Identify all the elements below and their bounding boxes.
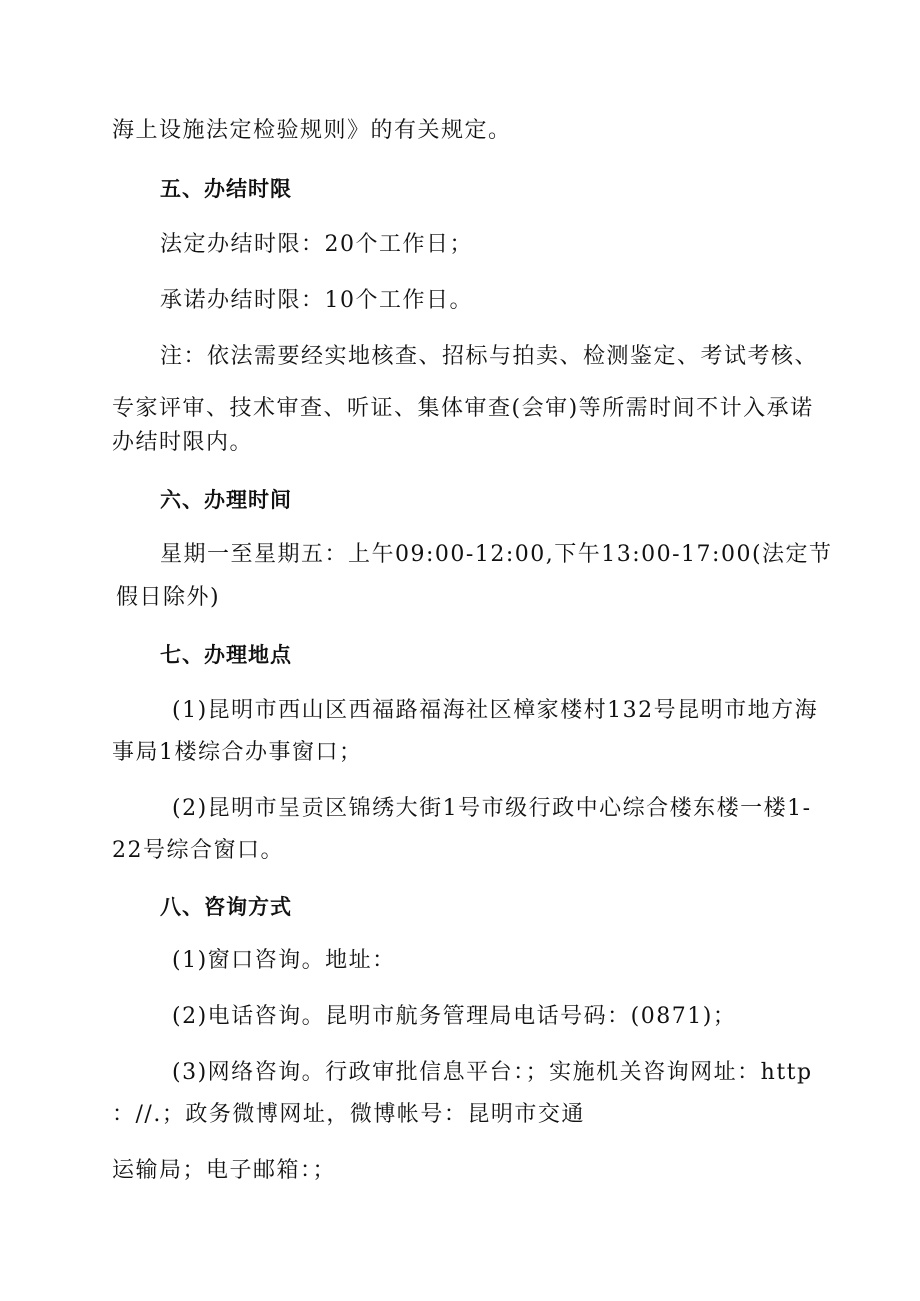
paragraph-line: 注：依法需要经实地核查、招标与拍卖、检测鉴定、考试考核、 bbox=[160, 344, 819, 369]
section-heading: 七、办理地点 bbox=[160, 643, 292, 667]
paragraph-line: (2)电话咨询。昆明市航务管理局电话号码：(0871)； bbox=[172, 1004, 737, 1029]
paragraph-line: 办结时限内。 bbox=[112, 430, 254, 455]
paragraph-line: ：//.；政务微博网址，微博帐号：昆明市交通 bbox=[112, 1102, 585, 1127]
section-heading: 八、咨询方式 bbox=[160, 895, 292, 919]
paragraph-line: (1)昆明市西山区西福路福海社区樟家楼村132号昆明市地方海 bbox=[172, 698, 819, 723]
section-heading: 六、办理时间 bbox=[160, 488, 292, 512]
paragraph-line: 22号综合窗口。 bbox=[112, 838, 284, 863]
paragraph-line: (1)窗口咨询。地址： bbox=[172, 948, 396, 973]
paragraph-line: 事局1楼综合办事窗口； bbox=[112, 740, 363, 765]
paragraph-line: 假日除外) bbox=[116, 585, 221, 610]
paragraph-line: 海上设施法定检验规则》的有关规定。 bbox=[112, 118, 512, 143]
paragraph-line: 专家评审、技术审查、听证、集体审查(会审)等所需时间不计入承诺 bbox=[112, 396, 814, 421]
paragraph-line: 运输局；电子邮箱：； bbox=[112, 1158, 337, 1183]
paragraph-line: 法定办结时限：20个工作日； bbox=[160, 232, 473, 257]
section-heading: 五、办结时限 bbox=[160, 177, 292, 201]
paragraph-line: 承诺办结时限：10个工作日。 bbox=[160, 288, 473, 313]
paragraph-line: (2)昆明市呈贡区锦绣大街1号市级行政中心综合楼东楼一楼1- bbox=[172, 796, 812, 821]
paragraph-line: 星期一至星期五：上午09:00-12:00,下午13:00-17:00(法定节 bbox=[160, 542, 833, 567]
paragraph-line: (3)网络咨询。行政审批信息平台：；实施机关咨询网址：http bbox=[172, 1060, 813, 1085]
